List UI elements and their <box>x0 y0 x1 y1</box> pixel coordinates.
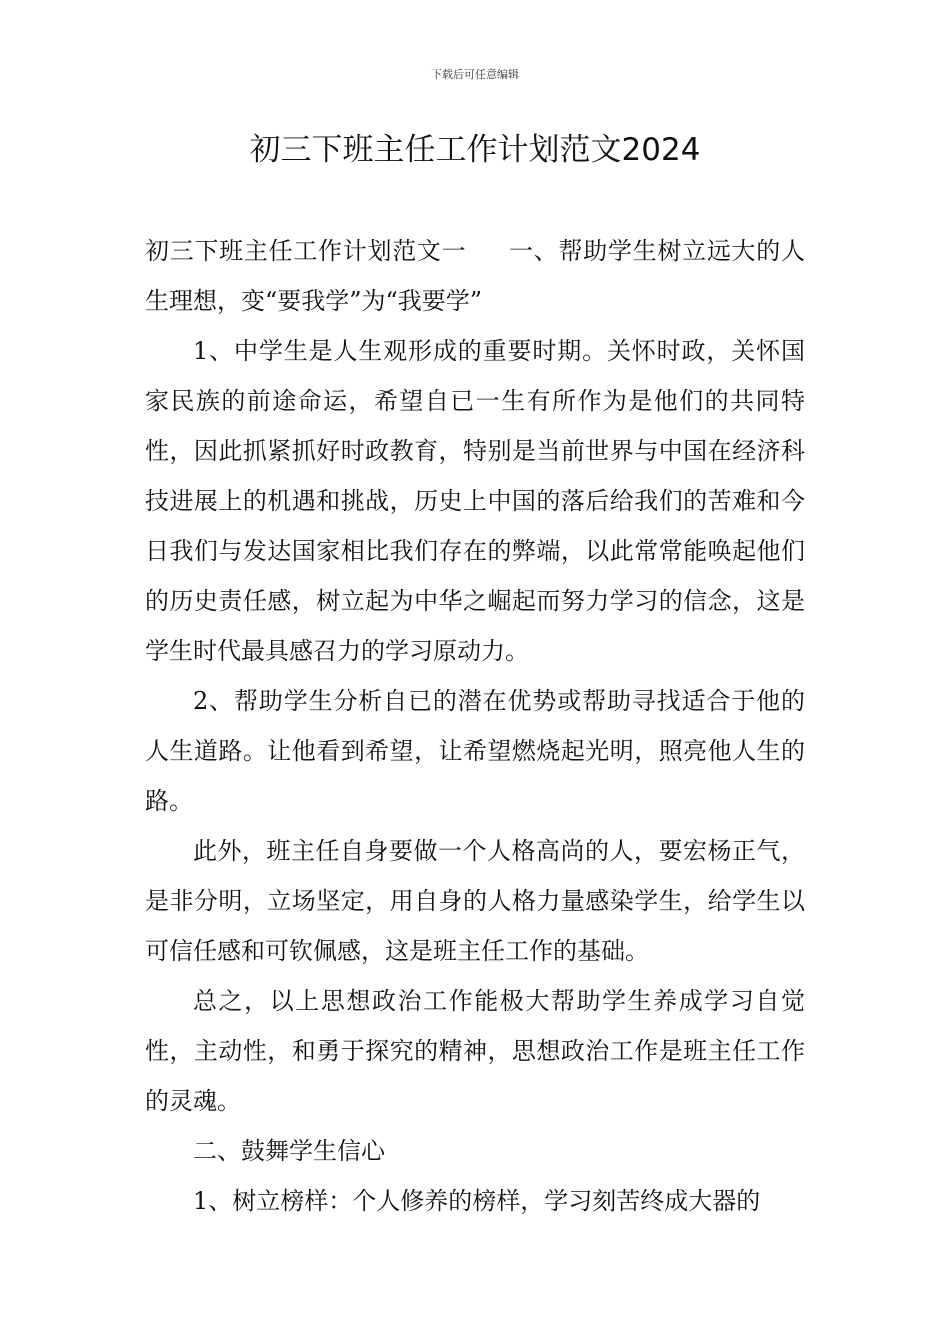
paragraph-4: 总之，以上思想政治工作能极大帮助学生养成学习自觉性，主动性，和勇于探究的精神，思想政治工作是班主任工作的灵魂。 <box>145 987 805 1115</box>
paragraph-3: 此外，班主任自身要做一个人格高尚的人，要宏杨正气，是非分明，立场坚定，用自身的人格力量感染学生，给学生以可信任感和可钦佩感，这是班主任工作的基础。 <box>145 837 805 965</box>
document-title: 初三下班主任工作计划范文2024 <box>249 132 701 168</box>
paragraph-2: 2、帮助学生分析自已的潜在优势或帮助寻找适合于他的人生道路。让他看到希望，让希望燃烧起光明，照亮他人生的路。 <box>145 687 805 815</box>
document-body <box>145 226 805 1226</box>
paragraph-1: 1、中学生是人生观形成的重要时期。关怀时政，关怀国家民族的前途命运，希望自已一生有所作为是他们的共同特性，因此抓紧抓好时政教育，特别是当前世界与中国在经济科技进展上的机遇和挑战，历史上中国的落后给我们的苦难和今日我们与发达国家相比我们存在的弊端，以此常常能唤起他们的历史责任感，树立起为中华之崛起而努力学习的信念，这是学生时代最具感召力的学习原动力。 <box>145 337 805 665</box>
intro-heading: 初三下班主任工作计划范文一 <box>145 237 467 265</box>
section-one-heading: 一、帮助学生树立远大的人生理想，变“要我学”为“我要学” <box>145 237 805 315</box>
section-two-heading: 二、鼓舞学生信心 <box>193 1137 385 1165</box>
header-note: 下载后可任意编辑 <box>431 68 519 81</box>
paragraph-6: 1、树立榜样：个人修养的榜样，学习刻苦终成大器的 <box>193 1187 761 1215</box>
intro-paragraph <box>145 226 805 326</box>
